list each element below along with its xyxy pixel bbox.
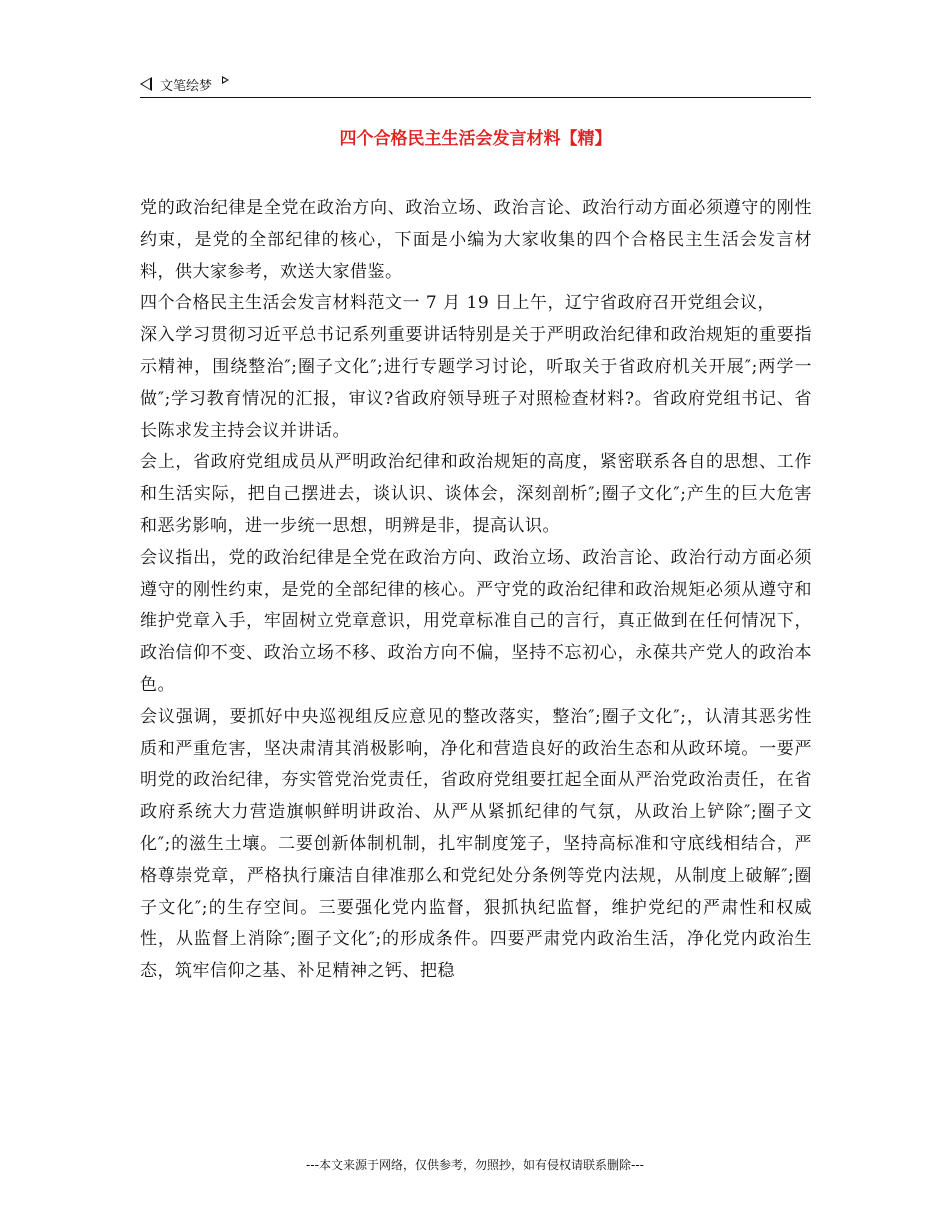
paragraph-meeting-points: 会议指出，党的政治纪律是全党在政治方向、政治立场、政治言论、政治行动方面必须遵守的刚性约束，是党的全部纪律的核心。严守党的政治纪律和政治规矩必须从遵守和维护党章入手，牢固树立党章意识，用党章标准自己的言行，真正做到在任何情况下，政治信仰不变、政治立场不移、政治方向不偏，坚持不忘初心，永葆共产党人的政治本色。 <box>140 547 812 695</box>
header-brand: 文笔绘梦 <box>160 78 213 94</box>
paragraph-sample-heading: 四个合格民主生活会发言材料范文一 7 月 19 日上午，辽宁省政府召开党组会议， <box>140 293 776 314</box>
document-body <box>140 193 812 988</box>
page-footer-notice: ---本文来源于网络，仅供参考，勿照抄，如有侵权请联系删除--- <box>306 1158 644 1172</box>
document-title: 四个合格民主生活会发言材料【精】 <box>339 129 612 149</box>
triangle-right-icon <box>222 76 229 84</box>
page-header <box>140 72 811 96</box>
header-divider <box>140 97 811 98</box>
paragraph-meeting-emphasis: 会议强调，要抓好中央巡视组反应意见的整改落实，整治″;圈子文化″;，认清其恶劣性质和严重危害，坚决肃清其消极影响，净化和营造良好的政治生态和从政环境。一要严明党的政治纪律，夯实管党治党责任，省政府党组要扛起全面从严治党政治责任，在省政府系统大力营造旗帜鲜明讲政治、从严从紧抓纪律的气氛，从政治上铲除″;圈子文化″;的滋生土壤。二要创新体制机制，扎牢制度笼子，坚持高标准和守底线相结合，严格尊崇党章，严格执行廉洁自律准那么和党纪处分条例等党内法规，从制度上破解″;圈子文化″;的生存空间。三要强化党内监督，狠抓执纪监督，维护党纪的严肃性和权威性，从监督上消除″;圈子文化″;的形成条件。四要严肃党内政治生活，净化党内政治生态，筑牢信仰之基、补足精神之钙、把稳 <box>140 706 812 982</box>
paragraph-study: 深入学习贯彻习近平总书记系列重要讲话特别是关于严明政治纪律和政治规矩的重要指示精神，围绕整治″;圈子文化″;进行专题学习讨论，听取关于省政府机关开展″;两学一做″;学习教育情况的汇报，审议?省政府领导班子对照检查材料?。省政府党组书记、省长陈求发主持会议并讲话。 <box>140 325 812 441</box>
paragraph-intro: 党的政治纪律是全党在政治方向、政治立场、政治言论、政治行动方面必须遵守的刚性约束，是党的全部纪律的核心，下面是小编为大家收集的四个合格民主生活会发言材料，供大家参考，欢送大家借鉴。 <box>140 198 812 282</box>
triangle-left-icon <box>140 77 152 91</box>
paragraph-meeting: 会上，省政府党组成员从严明政治纪律和政治规矩的高度，紧密联系各自的思想、工作和生活实际，把自己摆进去，谈认识、谈体会，深刻剖析″;圈子文化″;产生的巨大危害和恶劣影响，进一步统一思想，明辨是非，提高认识。 <box>140 452 812 536</box>
